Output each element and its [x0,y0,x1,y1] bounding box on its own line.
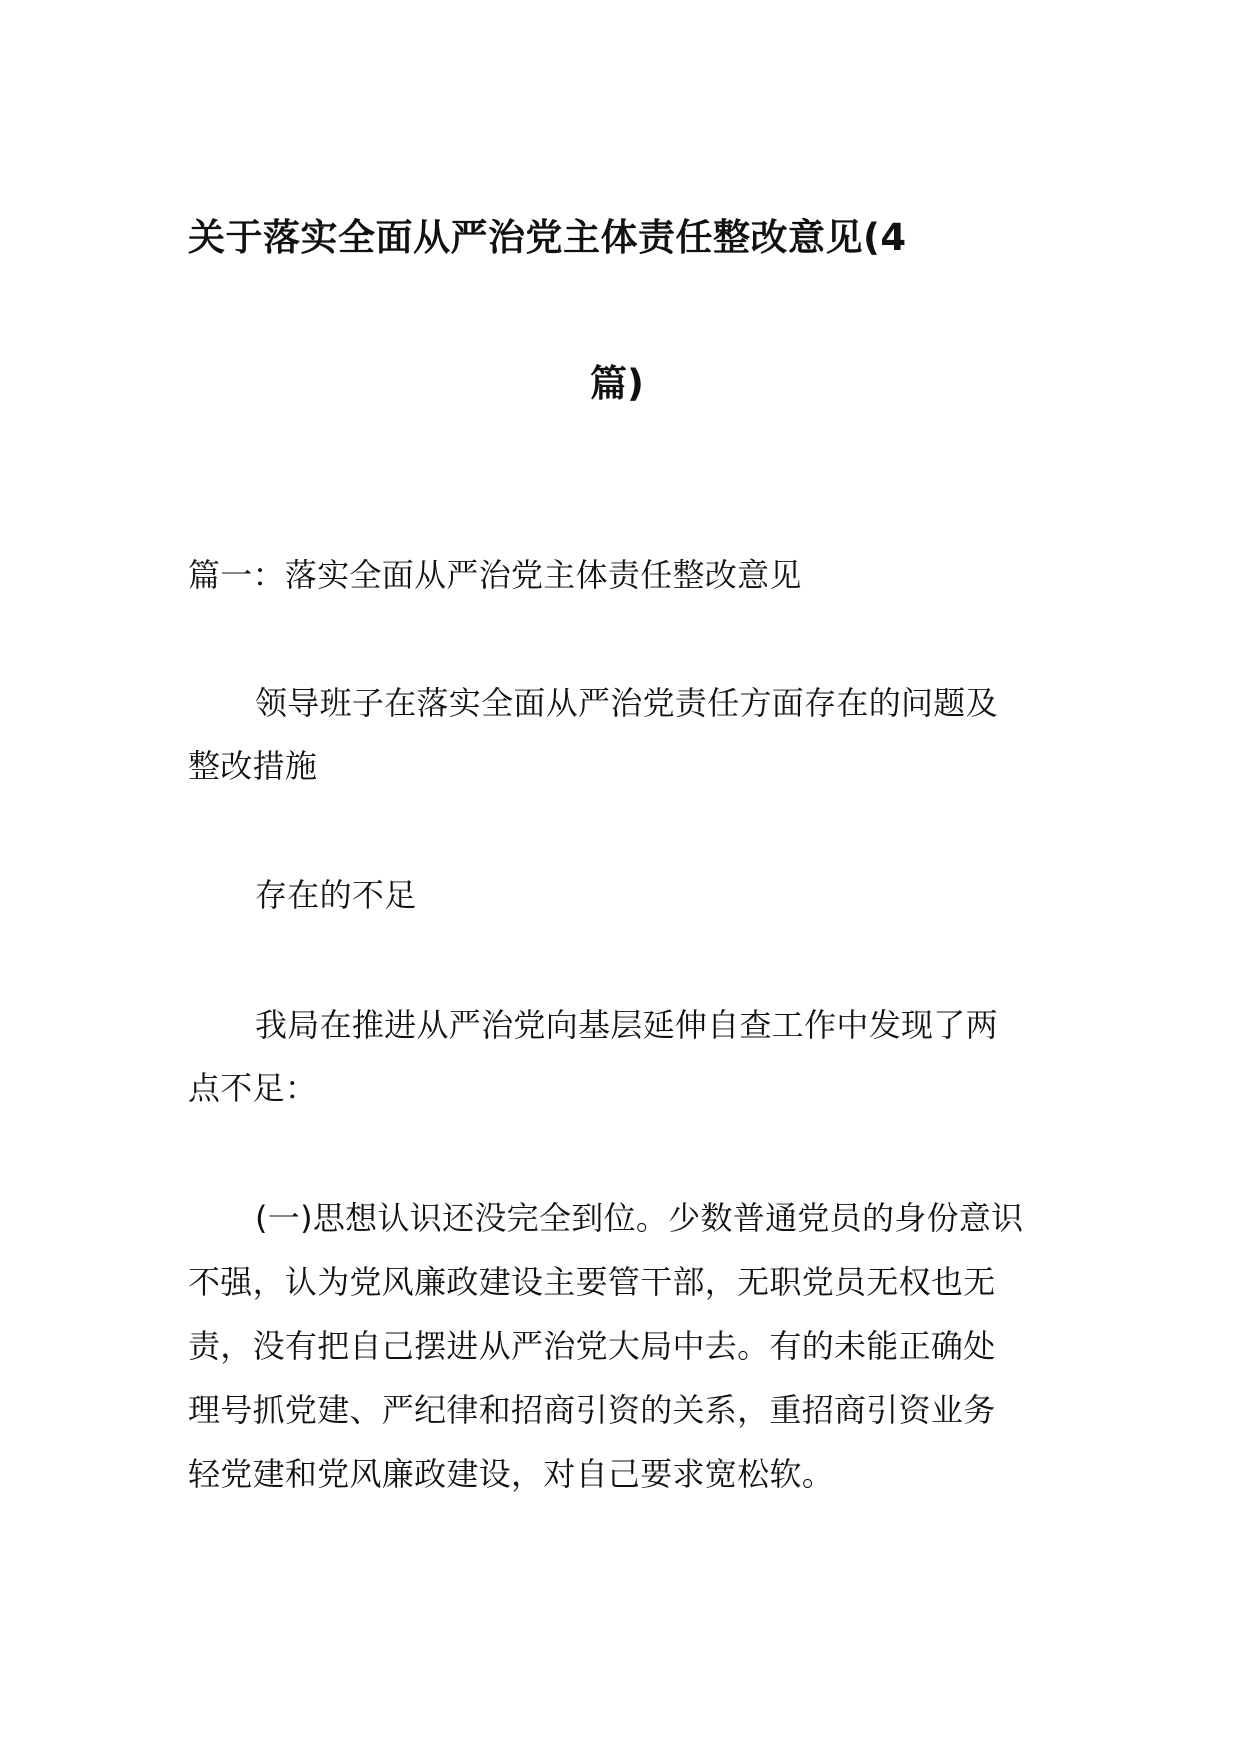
paragraph-2-line-1: (一)思想认识还没完全到位。少数普通党员的身份意识 [255,1199,1024,1237]
paragraph-2-line-3: 责，没有把自己摆进从严治党大局中去。有的未能正确处 [188,1327,996,1365]
paragraph-2-line-4: 理号抓党建、严纪律和招商引资的关系，重招商引资业务 [188,1391,996,1429]
subheading: 存在的不足 [255,876,417,914]
intro-line-2: 整改措施 [188,747,318,785]
paragraph-2-line-5: 轻党建和党风廉政建设，对自己要求宽松软。 [188,1455,835,1493]
paragraph-2-line-2: 不强，认为党风廉政建设主要管干部，无职党员无权也无 [188,1263,996,1301]
document-title-line-2: 篇) [590,362,644,405]
intro-line-1: 领导班子在落实全面从严治党责任方面存在的问题及 [255,684,998,722]
paragraph-1-line-1: 我局在推进从严治党向基层延伸自查工作中发现了两 [255,1006,998,1044]
section-heading: 篇一：落实全面从严治党主体责任整改意见 [188,556,802,594]
document-title-line-1: 关于落实全面从严治党主体责任整改意见(4 [188,216,907,259]
paragraph-1-line-2: 点不足： [188,1069,318,1107]
